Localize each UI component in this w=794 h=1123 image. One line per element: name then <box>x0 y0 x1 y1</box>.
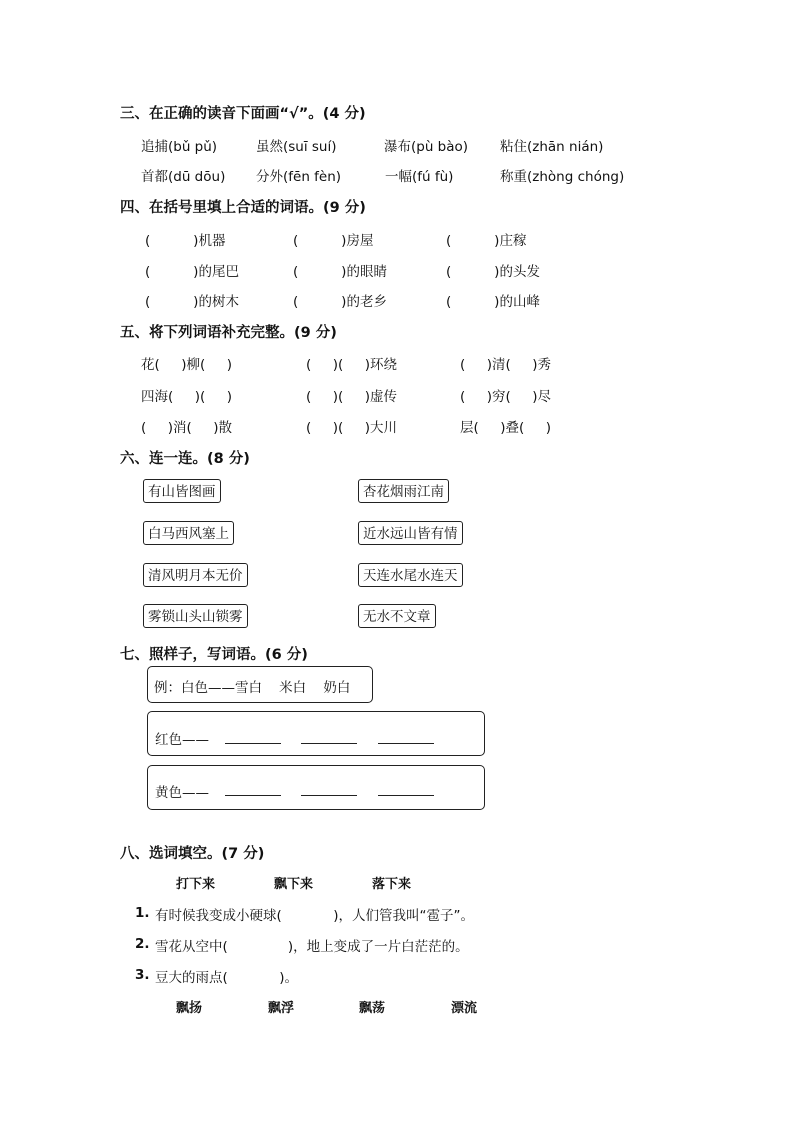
fill-item: ( )的老乡 <box>293 294 387 310</box>
question-text: 雪花从空中( )，地上变成了一片白茫茫的。 <box>155 939 469 955</box>
pinyin-item: 粘住(zhān nián) <box>500 139 604 155</box>
question-text: 有时候我变成小硬球( )，人们管我叫“雹子”。 <box>155 908 475 924</box>
match-left-item[interactable]: 雾锁山头山锁雾 <box>143 604 248 628</box>
answer-box-yellow <box>147 765 485 810</box>
row-label: 黄色—— <box>155 785 209 801</box>
fill-item: ( )的树木 <box>145 294 239 310</box>
answer-blank[interactable] <box>301 795 357 796</box>
question-number: 1. <box>135 905 150 921</box>
idiom-item: 四海( )( ) <box>141 389 232 405</box>
match-left-item[interactable]: 清风明月本无价 <box>143 563 248 587</box>
answer-blank[interactable] <box>301 743 357 744</box>
answer-blank[interactable] <box>225 743 281 744</box>
word-choice: 飘荡 <box>359 1001 386 1016</box>
pinyin-item: 首都(dū dōu) <box>141 169 226 185</box>
fill-item: ( )庄稼 <box>446 233 527 249</box>
fill-item: ( )房屋 <box>293 233 374 249</box>
fill-item: ( )的山峰 <box>446 294 540 310</box>
word-choice: 打下来 <box>176 877 216 892</box>
fill-item: ( )机器 <box>145 233 226 249</box>
example-box <box>147 666 373 703</box>
match-left-item[interactable]: 有山皆图画 <box>143 479 221 503</box>
question-number: 3. <box>135 967 150 983</box>
fill-item: ( )的头发 <box>446 264 540 280</box>
pinyin-item: 分外(fēn fèn) <box>256 169 342 185</box>
idiom-item: 层( )叠( ) <box>460 420 551 436</box>
section-5-heading: 五、将下列词语补充完整。(9 分) <box>120 325 337 341</box>
match-right-item[interactable]: 杏花烟雨江南 <box>358 479 449 503</box>
match-right-item[interactable]: 无水不文章 <box>358 604 436 628</box>
section-4-heading: 四、在括号里填上合适的词语。(9 分) <box>120 200 366 216</box>
word-choice: 落下来 <box>372 877 412 892</box>
fill-item: ( )的眼睛 <box>293 264 387 280</box>
idiom-item: ( )( )大川 <box>306 420 397 436</box>
section-7-heading: 七、照样子，写词语。(6 分) <box>120 647 308 663</box>
section-6-heading: 六、连一连。(8 分) <box>120 451 250 467</box>
answer-blank[interactable] <box>378 795 434 796</box>
row-label: 红色—— <box>155 732 209 748</box>
example-text: 例：白色——雪白 米白 奶白 <box>154 680 351 696</box>
pinyin-item: 虽然(suī suí) <box>256 139 337 155</box>
question-number: 2. <box>135 936 150 952</box>
idiom-item: ( )( )环绕 <box>306 357 397 373</box>
section-8-heading: 八、选词填空。(7 分) <box>120 846 265 862</box>
idiom-item: ( )清( )秀 <box>460 357 551 373</box>
pinyin-item: 一幅(fú fù) <box>385 169 454 185</box>
answer-blank[interactable] <box>378 743 434 744</box>
idiom-item: ( )( )虚传 <box>306 389 397 405</box>
pinyin-item: 称重(zhòng chóng) <box>500 169 625 185</box>
idiom-item: 花( )柳( ) <box>141 357 232 373</box>
idiom-item: ( )消( )散 <box>141 420 232 436</box>
match-left-item[interactable]: 白马西风塞上 <box>143 521 234 545</box>
answer-box-red <box>147 711 485 756</box>
match-right-item[interactable]: 天连水尾水连天 <box>358 563 463 587</box>
match-right-item[interactable]: 近水远山皆有情 <box>358 521 463 545</box>
section-3-heading: 三、在正确的读音下面画“√”。(4 分) <box>120 106 366 122</box>
pinyin-item: 追捕(bǔ pǔ) <box>141 139 218 155</box>
fill-item: ( )的尾巴 <box>145 264 239 280</box>
answer-blank[interactable] <box>225 795 281 796</box>
word-choice: 飘扬 <box>176 1001 203 1016</box>
question-text: 豆大的雨点( )。 <box>155 970 299 986</box>
word-choice: 飘浮 <box>268 1001 295 1016</box>
pinyin-item: 瀑布(pù bào) <box>384 139 469 155</box>
word-choice: 飘下来 <box>274 877 314 892</box>
word-choice: 漂流 <box>451 1001 478 1016</box>
idiom-item: ( )穷( )尽 <box>460 389 551 405</box>
